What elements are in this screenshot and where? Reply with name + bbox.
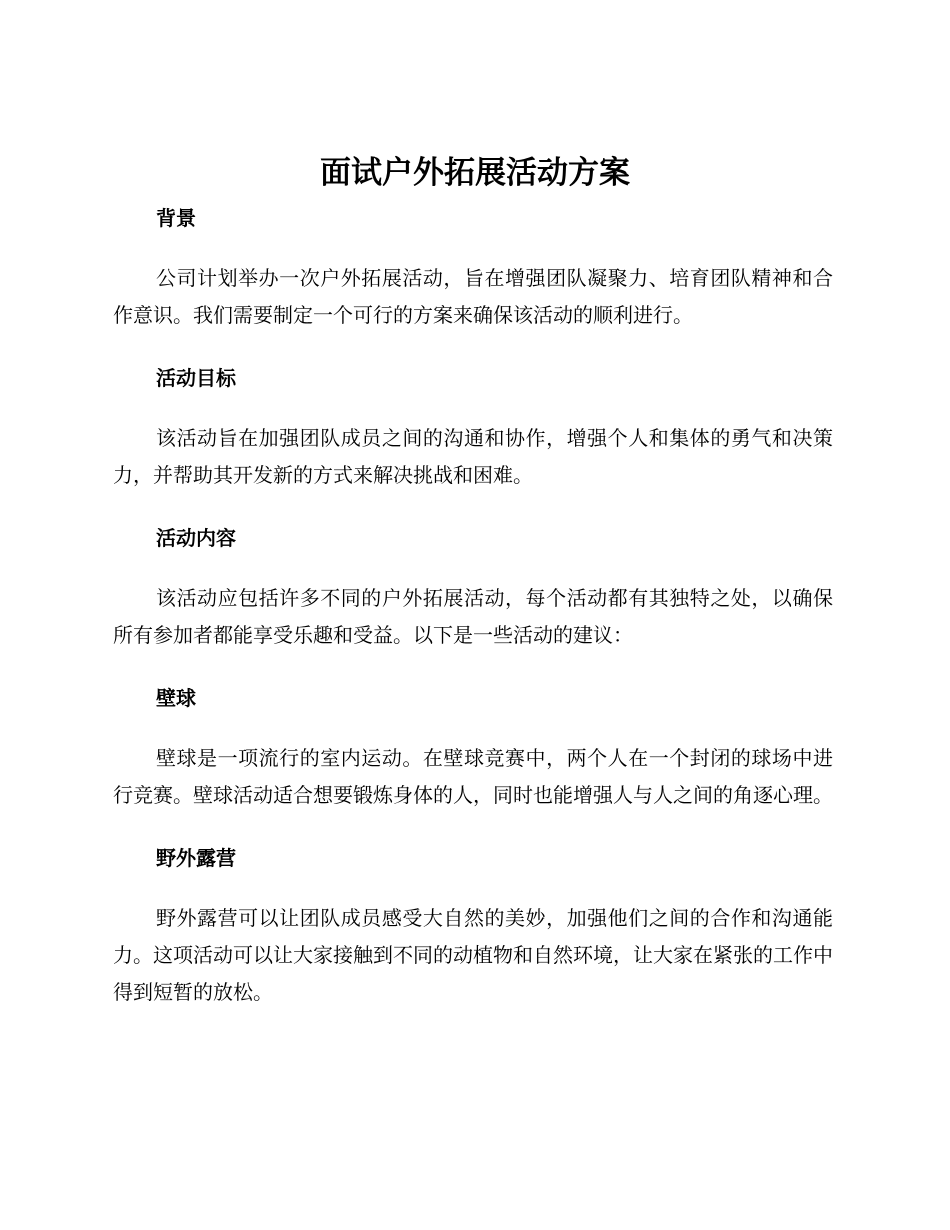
section-paragraph: 公司计划举办一次户外拓展活动，旨在增强团队凝聚力、培育团队精神和合作意识。我们需要制定一个可行的方案来确保该活动的顺利进行。 <box>113 266 833 327</box>
document-title: 面试户外拓展活动方案 <box>320 155 630 191</box>
section-heading: 壁球 <box>156 686 196 710</box>
section-content <box>113 520 833 654</box>
section-paragraph: 壁球是一项流行的室内运动。在壁球竞赛中，两个人在一个封闭的球场中进行竞赛。壁球活动适合想要锻炼身体的人，同时也能增强人与人之间的角逐心理。 <box>113 746 833 807</box>
section-background <box>113 200 833 334</box>
section-paragraph: 野外露营可以让团队成员感受大自然的美妙，加强他们之间的合作和沟通能力。这项活动可以让大家接触到不同的动植物和自然环境，让大家在紧张的工作中得到短暂的放松。 <box>113 906 833 1004</box>
section-heading: 野外露营 <box>156 846 236 870</box>
section-squash <box>113 680 833 814</box>
section-camping <box>113 840 833 1011</box>
section-heading: 背景 <box>156 206 196 230</box>
document-content <box>113 200 833 1037</box>
section-heading: 活动目标 <box>156 366 236 390</box>
section-heading: 活动内容 <box>156 526 236 550</box>
section-paragraph: 该活动应包括许多不同的户外拓展活动，每个活动都有其独特之处，以确保所有参加者都能享受乐趣和受益。以下是一些活动的建议： <box>113 586 833 647</box>
section-goals <box>113 360 833 494</box>
section-paragraph: 该活动旨在加强团队成员之间的沟通和协作，增强个人和集体的勇气和决策力，并帮助其开发新的方式来解决挑战和困难。 <box>113 426 833 487</box>
